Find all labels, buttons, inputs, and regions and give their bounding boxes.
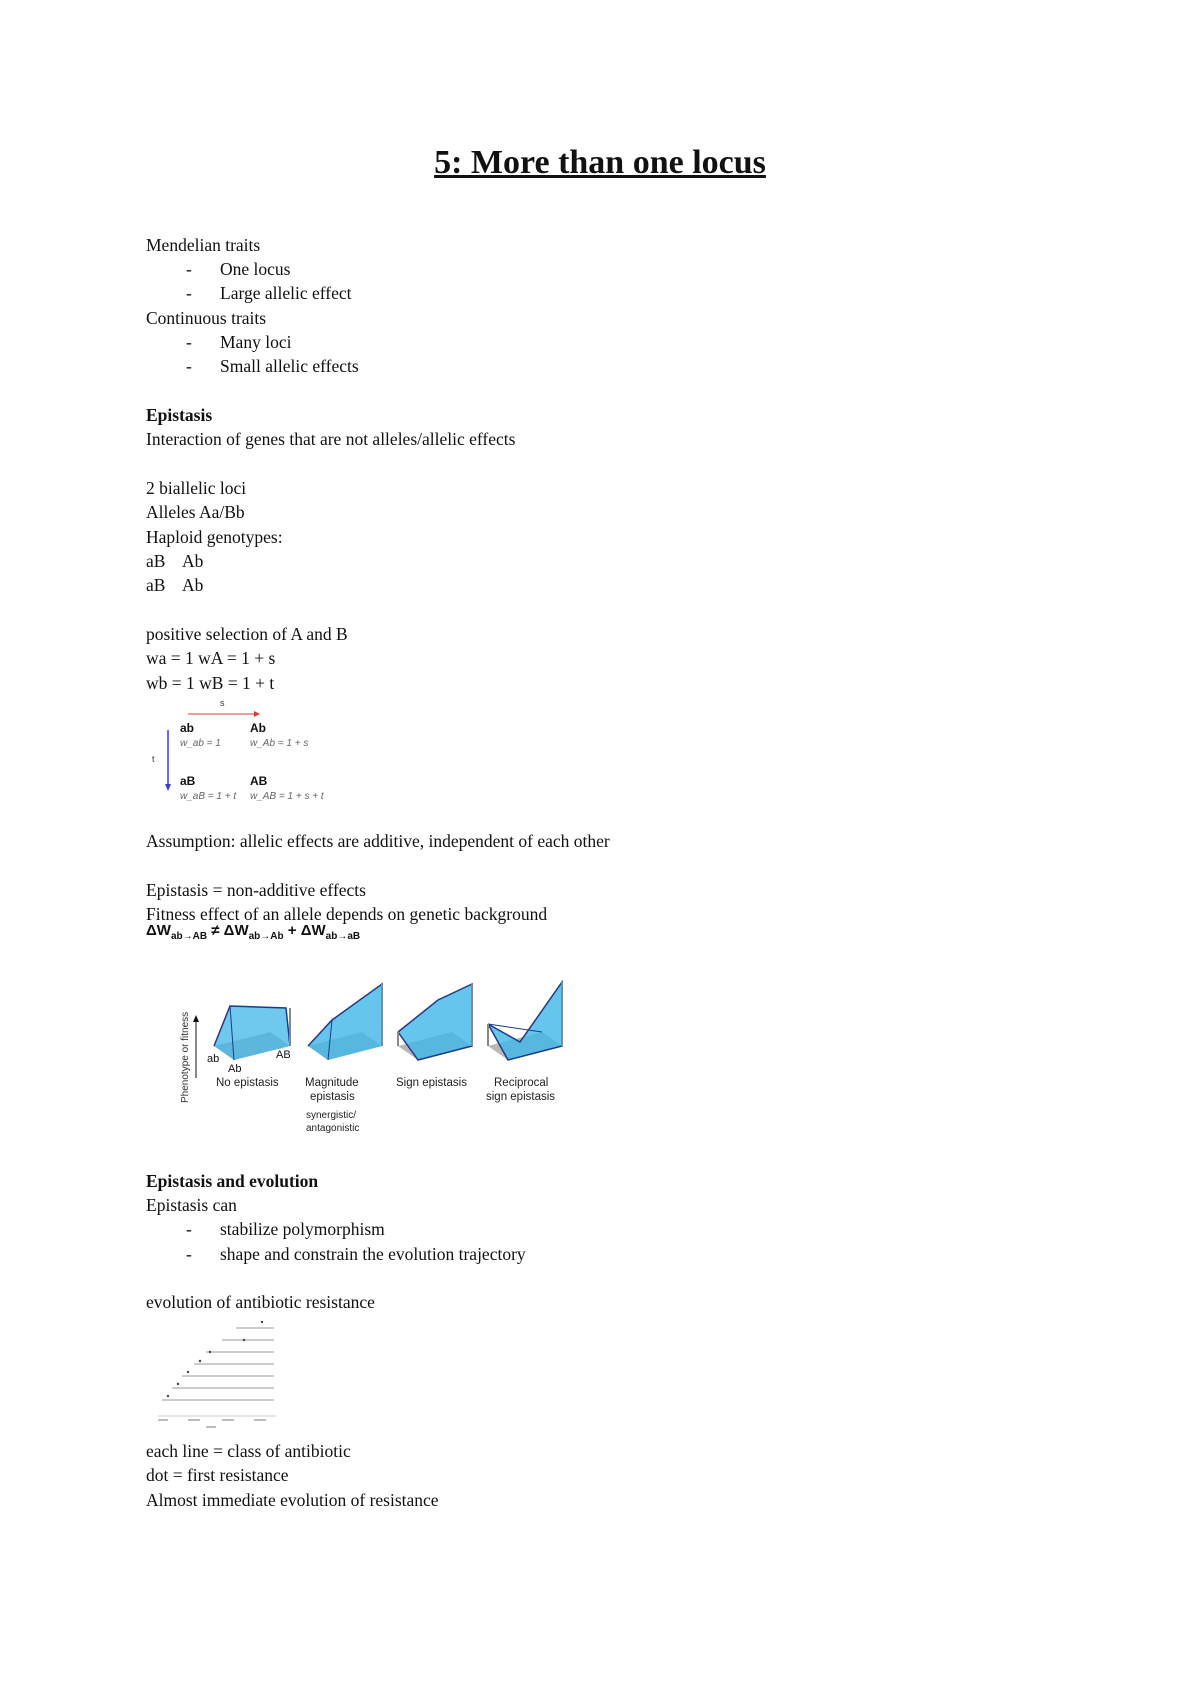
genotype-label: ab [180, 721, 195, 735]
selection-line: positive selection of A and B [146, 624, 348, 644]
list-item: Many loci [220, 332, 292, 352]
assumption-text: Assumption: allelic effects are additive, independent of each other [146, 831, 610, 851]
bullet-dash: - [186, 332, 192, 352]
continuous-heading: Continuous traits [146, 308, 267, 328]
genotype-label: Ab [250, 721, 266, 735]
panel-label: epistasis [310, 1091, 355, 1103]
epistasis-types-figure [160, 958, 580, 1138]
delta-subscript: ab→Ab [248, 931, 284, 942]
antibiotic-caption: evolution of antibiotic resistance [146, 1292, 375, 1312]
nonadditive-line: Epistasis = non-additive effects [146, 880, 366, 900]
bullet-dash: - [186, 283, 192, 303]
panel-label: Magnitude [305, 1077, 359, 1089]
genotype-fitness-figure [150, 696, 410, 808]
delta-subscript: ab→AB [170, 931, 208, 942]
side-arrow-label: t [152, 754, 155, 764]
resistance-dot [167, 1395, 169, 1397]
genotype-row: aB Ab [146, 551, 204, 571]
nonadditive-line: Fitness effect of an allele depends on genetic background [146, 904, 548, 924]
delta-term: ΔW [223, 922, 249, 939]
panel-label: Sign epistasis [396, 1077, 467, 1089]
selection-line: wb = 1 wB = 1 + t [146, 673, 275, 693]
delta-term: ΔW [300, 922, 326, 939]
bullet-dash: - [186, 259, 192, 279]
bullet-dash: - [186, 1244, 192, 1264]
evolution-heading: Epistasis and evolution [146, 1171, 319, 1191]
list-item: Small allelic effects [220, 356, 359, 376]
fitness-label: w_aB = 1 + t [180, 791, 237, 802]
resistance-dot [261, 1321, 263, 1323]
genotype-row: aB Ab [146, 575, 204, 595]
delta-subscript: ab→aB [325, 931, 361, 942]
panel-label: No epistasis [216, 1077, 279, 1089]
panel-no-epistasis [207, 1006, 291, 1089]
list-item: One locus [220, 259, 291, 279]
fitness-label: w_ab = 1 [180, 738, 221, 749]
delta-operator: + [283, 922, 301, 939]
delta-term: ΔW [146, 922, 171, 939]
loci-line: Alleles Aa/Bb [146, 502, 245, 522]
panel-reciprocal-sign-epistasis [486, 982, 562, 1103]
resistance-dot [177, 1383, 179, 1385]
fitness-surface [308, 984, 382, 1060]
antibiotic-resistance-figure [150, 1316, 280, 1436]
resistance-dot [243, 1339, 245, 1341]
legend-line: each line = class of antibiotic [146, 1441, 351, 1461]
list-item: shape and constrain the evolution trajectory [220, 1244, 526, 1264]
epistasis-heading: Epistasis [146, 405, 213, 425]
genotype-label: aB [180, 774, 196, 788]
genotype-label: AB [276, 1049, 291, 1061]
epistasis-definition: Interaction of genes that are not alleles/allelic effects [146, 429, 516, 449]
loci-line: Haploid genotypes: [146, 527, 283, 547]
selection-line: wa = 1 wA = 1 + s [146, 648, 276, 668]
loci-line: 2 biallelic loci [146, 478, 247, 498]
fitness-label: w_AB = 1 + s + t [250, 791, 324, 802]
panel-note: synergistic/ [306, 1110, 357, 1121]
y-axis-label: Phenotype or fitness [180, 1011, 191, 1103]
conclusion-text: Almost immediate evolution of resistance [146, 1490, 439, 1510]
arrow-head-icon [254, 711, 260, 717]
mendelian-heading: Mendelian traits [146, 235, 261, 255]
genotype-label: Ab [228, 1063, 242, 1075]
arrow-head-icon [193, 1015, 199, 1022]
page-title: 5: More than one locus [434, 144, 766, 181]
resistance-dot [187, 1371, 189, 1373]
bullet-dash: - [186, 356, 192, 376]
bullet-dash: - [186, 1219, 192, 1239]
panel-note: antagonistic [306, 1123, 360, 1134]
genotype-label: AB [250, 774, 268, 788]
fitness-label: w_Ab = 1 + s [250, 738, 309, 749]
panel-label: Reciprocal [494, 1077, 549, 1089]
list-item: Large allelic effect [220, 283, 352, 303]
panel-magnitude-epistasis [305, 984, 382, 1134]
panel-label: sign epistasis [486, 1091, 556, 1103]
delta-equation [146, 922, 360, 942]
resistance-dot [199, 1360, 201, 1362]
delta-operator: ≠ [207, 922, 224, 939]
genotype-label: ab [207, 1053, 220, 1065]
legend-dot: dot = first resistance [146, 1465, 289, 1485]
top-arrow-label: s [220, 698, 225, 708]
list-item: stabilize polymorphism [220, 1219, 385, 1239]
resistance-dot [209, 1351, 211, 1353]
arrow-head-icon [165, 784, 171, 791]
panel-sign-epistasis [396, 984, 472, 1089]
evolution-intro: Epistasis can [146, 1195, 237, 1215]
